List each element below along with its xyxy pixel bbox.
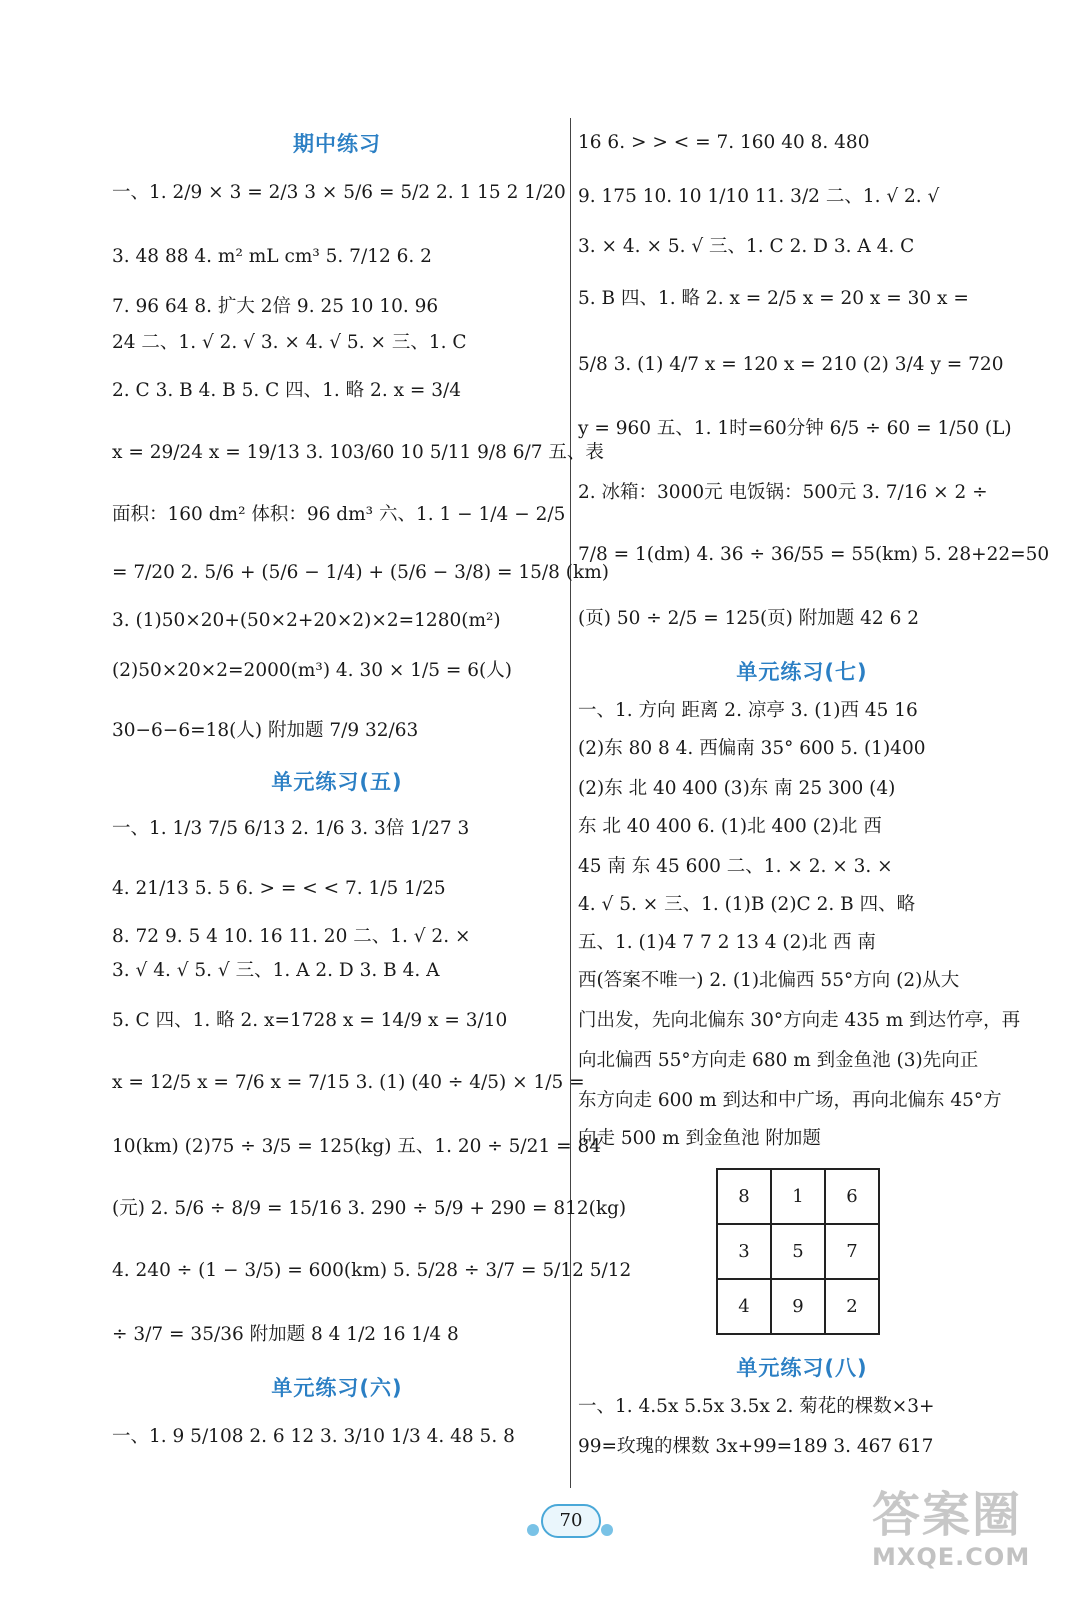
magic-square <box>716 1168 880 1335</box>
answer-line: 向走 500 m 到金鱼池 附加题 <box>578 1128 821 1149</box>
answer-line: (2)东 北 40 400 (3)东 南 25 300 (4) <box>578 778 896 799</box>
answer-line: 一、1. 9 5/108 2. 6 12 3. 3/10 1/3 4. 48 5. 8 <box>112 1426 515 1447</box>
magic-square-cell: 9 <box>771 1279 825 1334</box>
answer-line: 4. 21/13 5. 5 6. > = < < 7. 1/5 1/25 <box>112 878 446 899</box>
answer-line: 3. 48 88 4. m² mL cm³ 5. 7/12 6. 2 <box>112 246 432 267</box>
answer-line: 一、1. 4.5x 5.5x 3.5x 2. 菊花的棵数×3+ <box>578 1396 935 1417</box>
magic-square-cell: 4 <box>717 1279 771 1334</box>
answer-line: 2. 冰箱：3000元 电饭锅：500元 3. 7/16 × 2 ÷ <box>578 482 988 503</box>
section-heading-unit7: 单元练习(七) <box>736 660 868 684</box>
answer-line: 门出发，先向北偏东 30°方向走 435 m 到达竹亭，再 <box>578 1010 1021 1031</box>
answer-line: 99=玫瑰的棵数 3x+99=189 3. 467 617 <box>578 1436 934 1457</box>
section-heading-unit5: 单元练习(五) <box>271 770 403 794</box>
answer-line: 5/8 3. (1) 4/7 x = 120 x = 210 (2) 3/4 y = 720 <box>578 354 1004 375</box>
answer-line: 一、1. 2/9 × 3 = 2/3 3 × 5/6 = 5/2 2. 1 15 2 1/20 <box>112 182 566 203</box>
answer-line: 24 二、1. √ 2. √ 3. × 4. √ 5. × 三、1. C <box>112 332 467 353</box>
answer-line: 8. 72 9. 5 4 10. 16 11. 20 二、1. √ 2. × <box>112 926 471 947</box>
watermark-top-text: 答案圈 <box>872 1487 1023 1543</box>
answer-line: 一、1. 1/3 7/5 6/13 2. 1/6 3. 3倍 1/27 3 <box>112 818 470 839</box>
answer-line: 3. × 4. × 5. √ 三、1. C 2. D 3. A 4. C <box>578 236 915 257</box>
magic-square-cell: 2 <box>825 1279 879 1334</box>
page-number-badge <box>525 1500 615 1540</box>
answer-line: 2. C 3. B 4. B 5. C 四、1. 略 2. x = 3/4 <box>112 380 462 401</box>
section-heading-unit8: 单元练习(八) <box>736 1356 868 1380</box>
magic-square-cell: 7 <box>825 1224 879 1279</box>
answer-line: x = 12/5 x = 7/6 x = 7/15 3. (1) (40 ÷ 4/5) × 1/5 = <box>112 1072 585 1093</box>
magic-square-cell: 1 <box>771 1169 825 1224</box>
decor-bubble-icon <box>601 1524 613 1536</box>
answer-line: 向北偏西 55°方向走 680 m 到金鱼池 (3)先向正 <box>578 1050 979 1071</box>
answer-line: 9. 175 10. 10 1/10 11. 3/2 二、1. √ 2. √ <box>578 186 940 207</box>
answer-line: 7. 96 64 8. 扩大 2倍 9. 25 10 10. 96 <box>112 296 439 317</box>
answer-line: 3. √ 4. √ 5. √ 三、1. A 2. D 3. B 4. A <box>112 960 440 981</box>
page-number: 70 <box>541 1504 601 1538</box>
answer-line: (元) 2. 5/6 ÷ 8/9 = 15/16 3. 290 ÷ 5/9 + 290 = 812(kg) <box>112 1198 627 1219</box>
magic-square-cell: 3 <box>717 1224 771 1279</box>
watermark-logo <box>872 1487 1042 1587</box>
answer-line: x = 29/24 x = 19/13 3. 103/60 10 5/11 9/8 6/7 五、表 <box>112 442 604 463</box>
answer-line: (2)50×20×2=2000(m³) 4. 30 × 1/5 = 6(人) <box>112 660 512 681</box>
answer-line: y = 960 五、1. 1时=60分钟 6/5 ÷ 60 = 1/50 (L) <box>578 418 1012 439</box>
answer-line: 五、1. (1)4 7 7 2 13 4 (2)北 西 南 <box>578 932 876 953</box>
answer-line: 30−6−6=18(人) 附加题 7/9 32/63 <box>112 720 419 741</box>
answer-line: 面积：160 dm² 体积：96 dm³ 六、1. 1 − 1/4 − 2/5 <box>112 504 566 525</box>
answer-line: 4. √ 5. × 三、1. (1)B (2)C 2. B 四、略 <box>578 894 916 915</box>
answer-line: 7/8 = 1(dm) 4. 36 ÷ 36/55 = 55(km) 5. 28+22=50 <box>578 544 1050 565</box>
decor-bubble-icon <box>527 1524 539 1536</box>
section-heading-midterm: 期中练习 <box>293 132 381 156</box>
answer-line: (2)东 80 8 4. 西偏南 35° 600 5. (1)400 <box>578 738 926 759</box>
magic-square-cell: 8 <box>717 1169 771 1224</box>
answer-line: 一、1. 方向 距离 2. 凉亭 3. (1)西 45 16 <box>578 700 918 721</box>
answer-line: 4. 240 ÷ (1 − 3/5) = 600(km) 5. 5/28 ÷ 3/7 = 5/12 5/12 <box>112 1260 632 1281</box>
watermark-bottom-text: MXQE.COM <box>872 1543 1031 1571</box>
answer-line: (页) 50 ÷ 2/5 = 125(页) 附加题 42 6 2 <box>578 608 920 629</box>
answer-line: 3. (1)50×20+(50×2+20×2)×2=1280(m²) <box>112 610 501 631</box>
answer-line: ÷ 3/7 = 35/36 附加题 8 4 1/2 16 1/4 8 <box>112 1324 459 1345</box>
answer-line: 西(答案不唯一) 2. (1)北偏西 55°方向 (2)从大 <box>578 970 960 991</box>
answer-line: 45 南 东 45 600 二、1. × 2. × 3. × <box>578 856 893 877</box>
answer-line: 10(km) (2)75 ÷ 3/5 = 125(kg) 五、1. 20 ÷ 5/21 = 84 <box>112 1136 602 1157</box>
answer-line: 5. C 四、1. 略 2. x=1728 x = 14/9 x = 3/10 <box>112 1010 508 1031</box>
answer-line: 东方向走 600 m 到达和中广场，再向北偏东 45°方 <box>578 1090 1002 1111</box>
magic-square-cell: 6 <box>825 1169 879 1224</box>
answer-line: 东 北 40 400 6. (1)北 400 (2)北 西 <box>578 816 882 837</box>
answer-line: 5. B 四、1. 略 2. x = 2/5 x = 20 x = 30 x = <box>578 288 969 309</box>
section-heading-unit6: 单元练习(六) <box>271 1376 403 1400</box>
magic-square-cell: 5 <box>771 1224 825 1279</box>
answer-line: = 7/20 2. 5/6 + (5/6 − 1/4) + (5/6 − 3/8) = 15/8 (km) <box>112 562 609 583</box>
answer-line: 16 6. > > < = 7. 160 40 8. 480 <box>578 132 870 153</box>
